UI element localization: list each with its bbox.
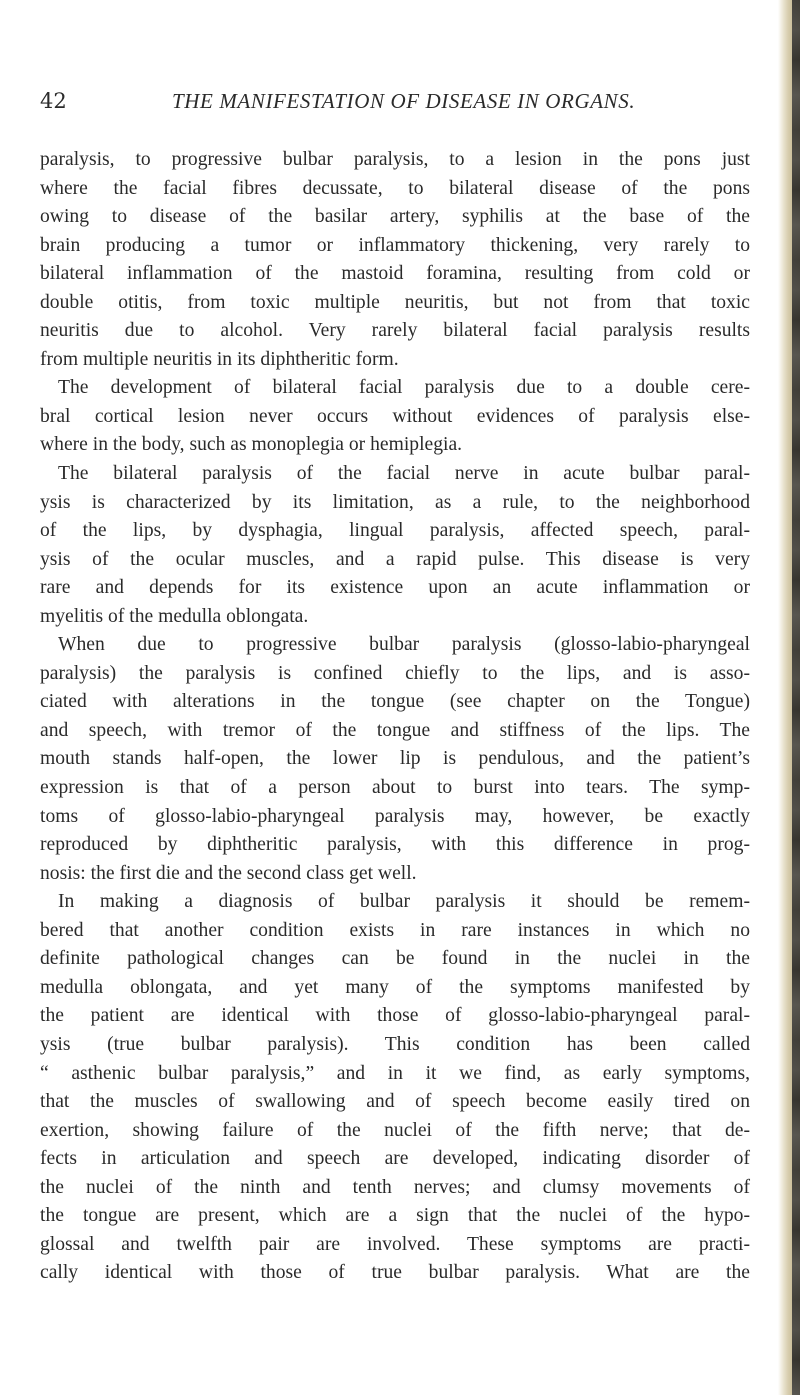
body-text (40, 146, 750, 1288)
text-line: paralysis, to progressive bulbar paralysis, to a lesion in the pons just (40, 149, 750, 170)
running-head: THE MANIFESTATION OF DISEASE IN ORGANS. (172, 89, 636, 113)
text-line: paralysis) the paralysis is confined chiefly to the lips, and is asso- (40, 662, 750, 684)
page-number: 42 (40, 89, 67, 113)
text-line: the tongue are present, which are a sign that the nuclei of the hypo- (40, 1205, 750, 1227)
text-line: “ asthenic bulbar paralysis,” and in it we find, as early symptoms, (40, 1062, 750, 1084)
text-line: The development of bilateral facial paralysis due to a double cere- (58, 377, 750, 399)
text-line: cally identical with those of true bulbar paralysis. What are the (40, 1262, 750, 1284)
text-line: mouth stands half-open, the lower lip is pendulous, and the patient’s (40, 748, 750, 770)
scan-binding-shadow (792, 0, 800, 1395)
text-line: ysis (true bulbar paralysis). This condition has been called (40, 1033, 750, 1055)
page-header (40, 86, 730, 122)
text-line: where the facial fibres decussate, to bilateral disease of the pons (40, 177, 750, 199)
text-line: exertion, showing failure of the nuclei of the fifth nerve; that de- (40, 1119, 750, 1141)
text-line: toms of glosso-labio-pharyngeal paralysis may, however, be exactly (40, 805, 750, 827)
text-line: from multiple neuritis in its diphtheritic form. (40, 348, 399, 370)
text-line: the nuclei of the ninth and tenth nerves; and clumsy movements of (40, 1176, 750, 1198)
text-line: where in the body, such as monoplegia or hemiplegia. (40, 434, 463, 456)
text-line: When due to progressive bulbar paralysis (glosso-labio-pharyngeal (58, 634, 750, 656)
text-line: fects in articulation and speech are developed, indicating disorder of (40, 1148, 750, 1170)
text-line: expression is that of a person about to burst into tears. The symp- (40, 777, 750, 799)
text-line: neuritis due to alcohol. Very rarely bilateral facial paralysis results (40, 320, 750, 342)
text-line: double otitis, from toxic multiple neuritis, but not from that toxic (40, 291, 750, 313)
text-line: the patient are identical with those of glosso-labio-pharyngeal paral- (40, 1005, 750, 1027)
text-line: bilateral inflammation of the mastoid foramina, resulting from cold or (40, 263, 750, 285)
text-line: reproduced by diphtheritic paralysis, with this difference in prog- (40, 834, 750, 856)
text-line: bered that another condition exists in rare instances in which no (40, 919, 750, 941)
text-line: ysis is characterized by its limitation, as a rule, to the neighborhood (40, 491, 750, 513)
text-line: myelitis of the medulla oblongata. (40, 605, 309, 627)
text-line: of the lips, by dysphagia, lingual paralysis, affected speech, paral- (40, 520, 750, 542)
text-line: definite pathological changes can be found in the nuclei in the (40, 948, 750, 970)
text-line: that the muscles of swallowing and of speech become easily tired on (40, 1091, 750, 1113)
text-line: The bilateral paralysis of the facial nerve in acute bulbar paral- (58, 463, 750, 485)
text-line: owing to disease of the basilar artery, syphilis at the base of the (40, 206, 750, 228)
text-line: ciated with alterations in the tongue (see chapter on the Tongue) (40, 691, 750, 713)
text-line: nosis: the first die and the second class get well. (40, 862, 417, 884)
text-line: brain producing a tumor or inflammatory thickening, very rarely to (40, 234, 750, 256)
text-line: In making a diagnosis of bulbar paralysis it should be remem- (58, 891, 750, 913)
text-line: glossal and twelfth pair are involved. These symptoms are practi- (40, 1233, 750, 1255)
text-line: bral cortical lesion never occurs without evidences of paralysis else- (40, 405, 750, 427)
text-line: and speech, with tremor of the tongue and stiffness of the lips. The (40, 719, 750, 741)
text-line: ysis of the ocular muscles, and a rapid pulse. This disease is very (40, 548, 750, 570)
text-line: medulla oblongata, and yet many of the symptoms manifested by (40, 976, 750, 998)
text-line: rare and depends for its existence upon an acute inflammation or (40, 577, 750, 599)
